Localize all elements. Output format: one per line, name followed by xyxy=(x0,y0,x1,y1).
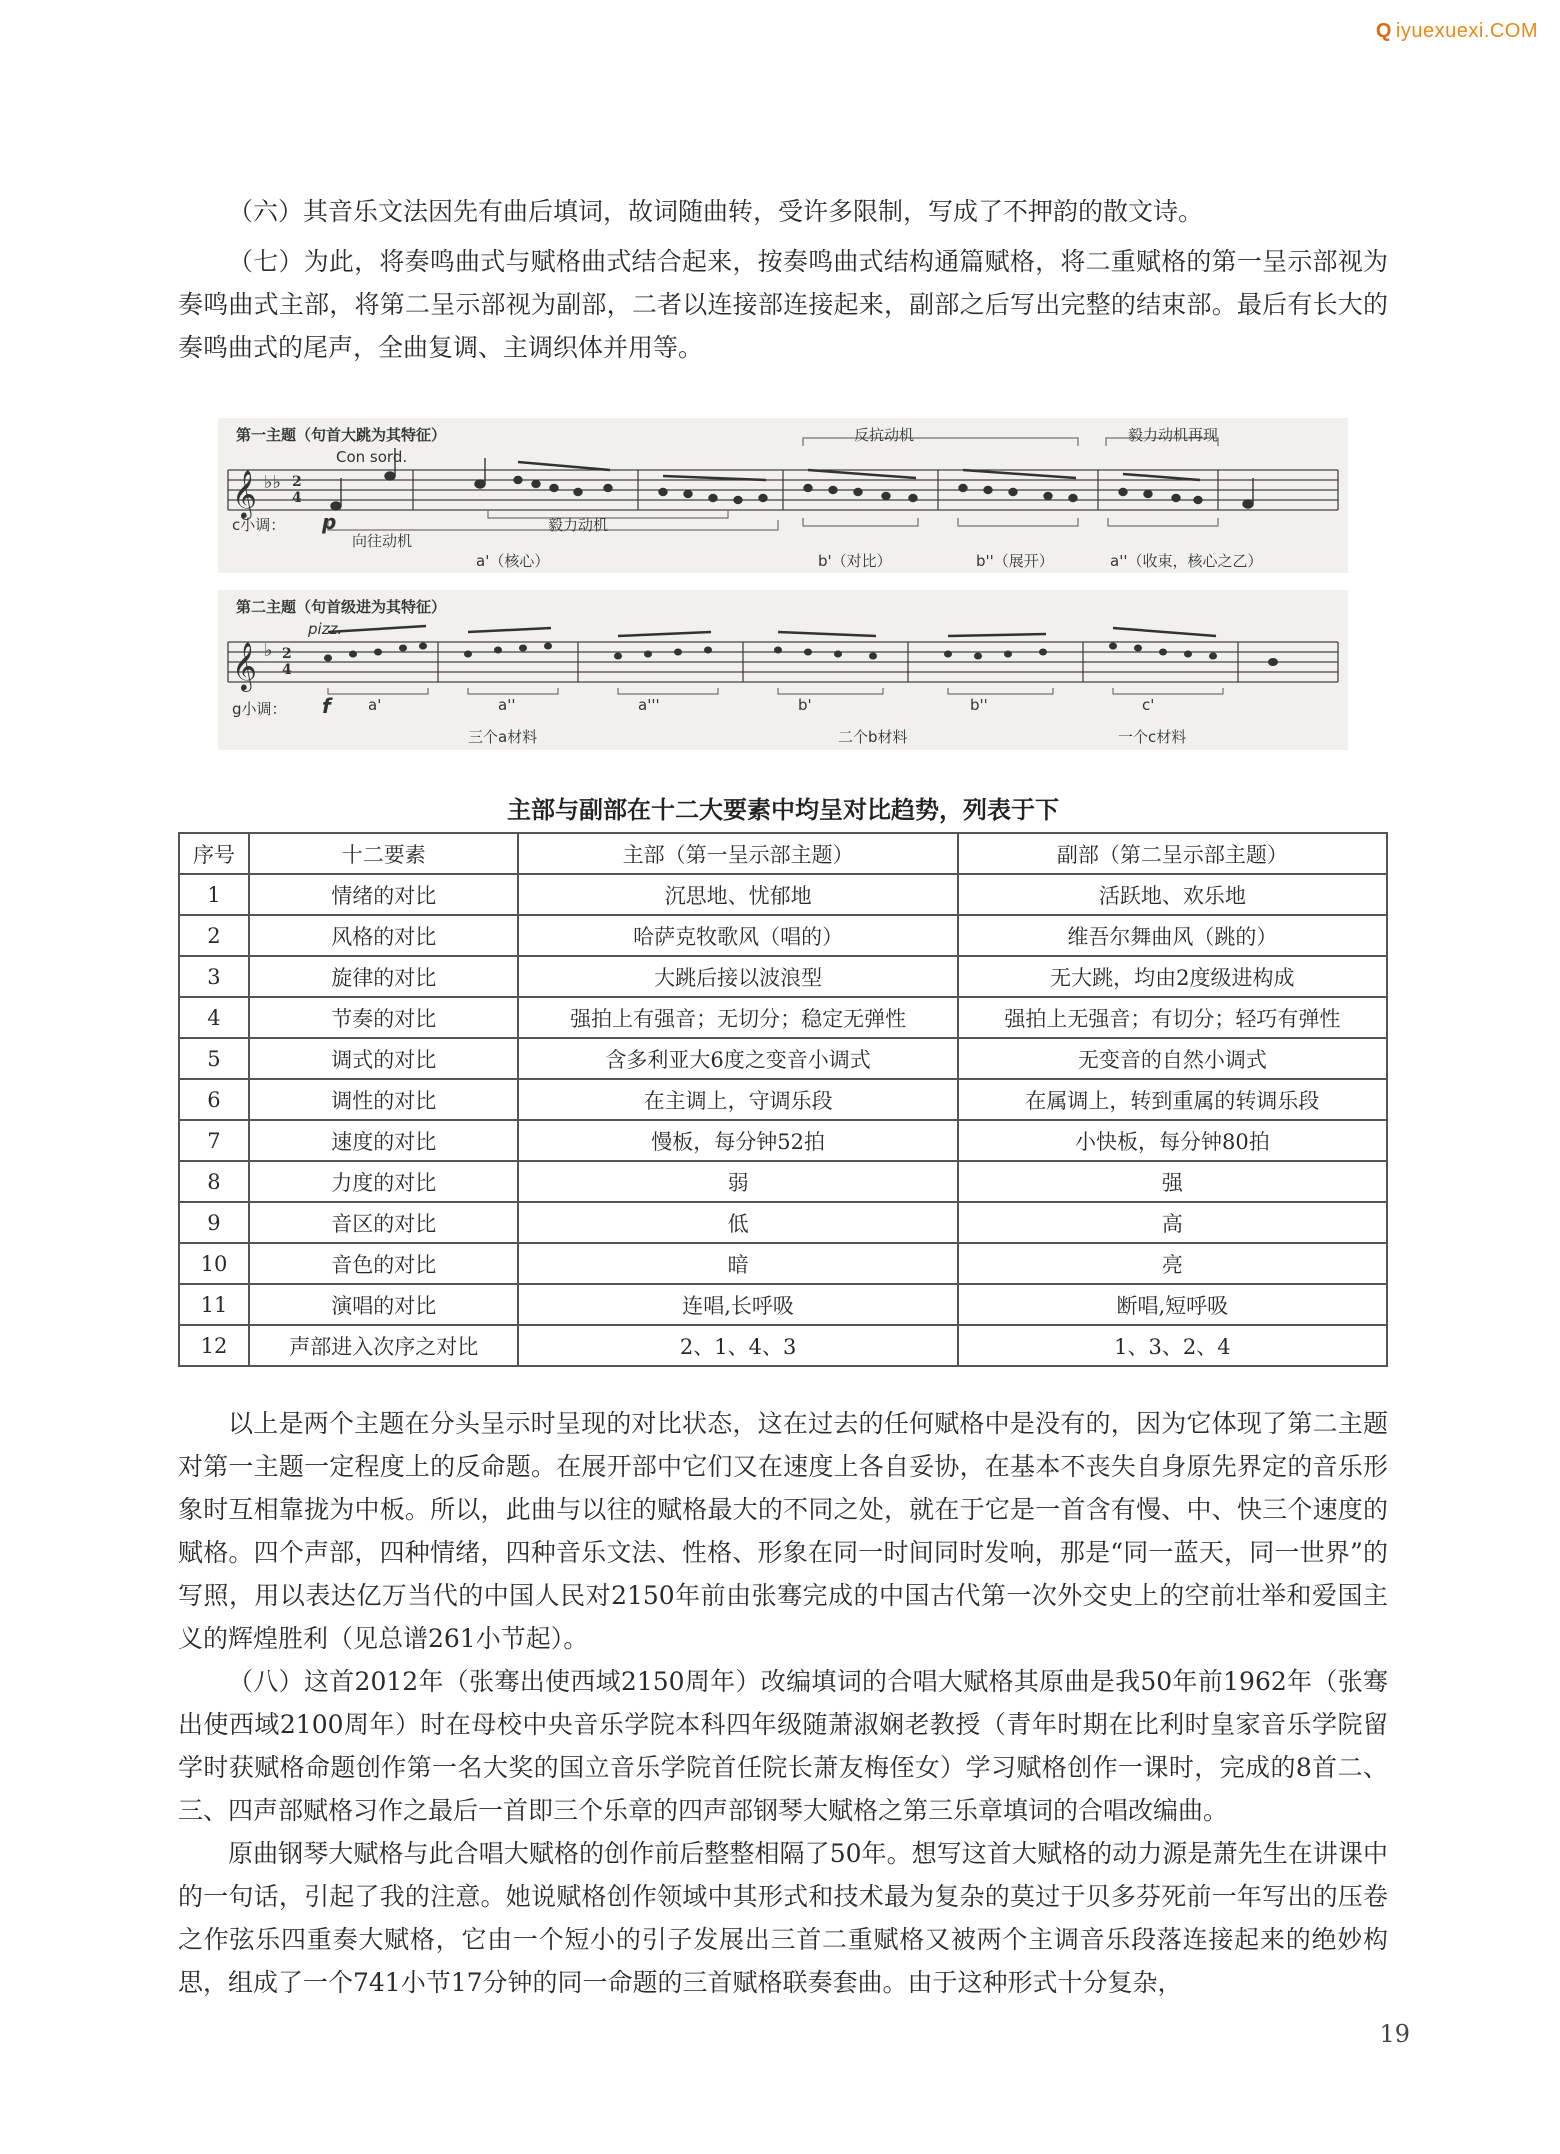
cell-sub: 高 xyxy=(958,1202,1387,1243)
cell-main: 在主调上，守调乐段 xyxy=(518,1079,957,1120)
svg-text:𝄞: 𝄞 xyxy=(232,641,257,690)
table-row xyxy=(179,1243,1387,1284)
score1-label-b1: b'（对比） xyxy=(818,552,892,570)
score1-label-a: a'（核心） xyxy=(476,552,550,570)
cell-index: 5 xyxy=(179,1038,249,1079)
cell-index: 2 xyxy=(179,915,249,956)
cell-main: 暗 xyxy=(518,1243,957,1284)
table-row xyxy=(179,1202,1387,1243)
cell-sub: 无大跳，均由2度级进构成 xyxy=(958,956,1387,997)
score1-motive-left: 向往动机 xyxy=(352,532,413,550)
table-row xyxy=(179,956,1387,997)
score1-key: c小调： xyxy=(232,516,286,534)
svg-text:2: 2 xyxy=(292,474,302,490)
cell-element: 风格的对比 xyxy=(249,915,519,956)
cell-index: 10 xyxy=(179,1243,249,1284)
score1-dynamic: p xyxy=(322,510,337,534)
score2-label-5: b'' xyxy=(970,696,988,714)
score2-group-a: 三个a材料 xyxy=(468,728,538,746)
header-index: 序号 xyxy=(179,833,249,874)
watermark-text: iyuexuexi.COM xyxy=(1395,20,1538,42)
cell-index: 11 xyxy=(179,1284,249,1325)
table-row xyxy=(179,1038,1387,1079)
cell-main: 连唱,长呼吸 xyxy=(518,1284,957,1325)
score1-title: 第一主题（句首大跳为其特征） xyxy=(236,426,447,444)
cell-main: 含多利亚大6度之变音小调式 xyxy=(518,1038,957,1079)
cell-element: 调式的对比 xyxy=(249,1038,519,1079)
score2-label-1: a' xyxy=(368,696,382,714)
score2-group-b: 二个b材料 xyxy=(838,728,908,746)
score-theme-one xyxy=(218,418,1348,573)
cell-main: 2、1、4、3 xyxy=(518,1325,957,1366)
cell-sub: 1、3、2、4 xyxy=(958,1325,1387,1366)
svg-text:4: 4 xyxy=(292,490,302,506)
cell-index: 4 xyxy=(179,997,249,1038)
cell-sub: 小快板，每分钟80拍 xyxy=(958,1120,1387,1161)
cell-index: 1 xyxy=(179,874,249,915)
score1-motive-mid: 毅力动机 xyxy=(548,516,609,534)
cell-element: 声部进入次序之对比 xyxy=(249,1325,519,1366)
score2-label-3: a''' xyxy=(638,696,660,714)
cell-sub: 强 xyxy=(958,1161,1387,1202)
header-sub-theme: 副部（第二呈示部主题） xyxy=(958,833,1387,874)
cell-element: 音色的对比 xyxy=(249,1243,519,1284)
cell-element: 音区的对比 xyxy=(249,1202,519,1243)
score1-label-a2: a''（收束，核心之乙） xyxy=(1110,552,1263,570)
score1-motive-right1: 反抗动机 xyxy=(854,426,915,444)
cell-sub: 强拍上无强音；有切分；轻巧有弹性 xyxy=(958,997,1387,1038)
score2-label-4: b' xyxy=(798,696,812,714)
table-row xyxy=(179,915,1387,956)
table-row xyxy=(179,997,1387,1038)
cell-sub: 断唱,短呼吸 xyxy=(958,1284,1387,1325)
cell-main: 大跳后接以波浪型 xyxy=(518,956,957,997)
cell-main: 慢板，每分钟52拍 xyxy=(518,1120,957,1161)
table-row xyxy=(179,1161,1387,1202)
cell-main: 弱 xyxy=(518,1161,957,1202)
table-row xyxy=(179,1079,1387,1120)
paragraph-eight: （八）这首2012年（张骞出使西域2150周年）改编填词的合唱大赋格其原曲是我50年前1962年（张骞出使西域2100周年）时在母校中央音乐学院本科四年级随萧淑娴老教授（青年时期在比利时皇家音乐学院留学时获赋格命题创作第一名大奖的国立音乐学院首任院长萧友梅侄女）学习赋格创作一课时，完成的8首二、三、四声部赋格习作之最后一首即三个乐章的四声部钢琴大赋格之第三乐章填词的合唱改编曲。 xyxy=(178,1667,1388,1825)
table-header-row xyxy=(179,833,1387,874)
table-row xyxy=(179,1325,1387,1366)
score1-con-sord: Con sord. xyxy=(336,448,408,466)
paragraph-six: （六）其音乐文法因先有曲后填词，故词随曲转，受许多限制，写成了不押韵的散文诗。 xyxy=(228,197,1204,226)
cell-sub: 维吾尔舞曲风（跳的） xyxy=(958,915,1387,956)
score2-group-c: 一个c材料 xyxy=(1118,728,1187,746)
score-theme-two xyxy=(218,590,1348,750)
score1-motive-right2: 毅力动机再现 xyxy=(1128,426,1219,444)
cell-sub: 活跃地、欢乐地 xyxy=(958,874,1387,915)
cell-element: 节奏的对比 xyxy=(249,997,519,1038)
svg-text:2: 2 xyxy=(282,646,292,662)
table-title: 主部与副部在十二大要素中均呈对比趋势，列表于下 xyxy=(507,796,1059,824)
cell-index: 8 xyxy=(179,1161,249,1202)
table-row xyxy=(179,1284,1387,1325)
svg-text:4: 4 xyxy=(282,662,292,678)
table-row xyxy=(179,874,1387,915)
cell-element: 旋律的对比 xyxy=(249,956,519,997)
cell-main: 强拍上有强音；无切分；稳定无弹性 xyxy=(518,997,957,1038)
score2-dynamic: f xyxy=(322,694,331,718)
cell-index: 3 xyxy=(179,956,249,997)
header-element: 十二要素 xyxy=(249,833,519,874)
score2-pizz: pizz. xyxy=(308,620,343,638)
score2-title: 第二主题（句首级进为其特征） xyxy=(236,598,447,616)
site-watermark xyxy=(1376,20,1538,43)
cell-main: 哈萨克牧歌风（唱的） xyxy=(518,915,957,956)
watermark-logo-icon: Q xyxy=(1375,20,1392,42)
cell-element: 力度的对比 xyxy=(249,1161,519,1202)
cell-main: 沉思地、忧郁地 xyxy=(518,874,957,915)
page-number: 19 xyxy=(1379,2020,1410,2048)
comparison-table xyxy=(178,832,1388,1367)
table-row xyxy=(179,1120,1387,1161)
score2-label-2: a'' xyxy=(498,696,516,714)
cell-index: 6 xyxy=(179,1079,249,1120)
paragraph-original: 原曲钢琴大赋格与此合唱大赋格的创作前后整整相隔了50年。想写这首大赋格的动力源是萧先生在讲课中的一句话，引起了我的注意。她说赋格创作领域中其形式和技术最为复杂的莫过于贝多芬死前一年写出的压卷之作弦乐四重奏大赋格，它由一个短小的引子发展出三首二重赋格又被两个主调音乐段落连接起来的绝妙构思，组成了一个741小节17分钟的同一命题的三首赋格联奏套曲。由于这种形式十分复杂， xyxy=(178,1839,1388,1997)
cell-element: 速度的对比 xyxy=(249,1120,519,1161)
cell-element: 情绪的对比 xyxy=(249,874,519,915)
paragraph-summary: 以上是两个主题在分头呈示时呈现的对比状态，这在过去的任何赋格中是没有的，因为它体现了第二主题对第一主题一定程度上的反命题。在展开部中它们又在速度上各自妥协，在基本不丧失自身原先界定的音乐形象时互相靠拢为中板。所以，此曲与以往的赋格最大的不同之处，就在于它是一首含有慢、中、快三个速度的赋格。四个声部，四种情绪，四种音乐文法、性格、形象在同一时间同时发响，那是“同一蓝天，同一世界”的写照，用以表达亿万当代的中国人民对2150年前由张骞完成的中国古代第一次外交史上的空前壮举和爱国主义的辉煌胜利（见总谱261小节起）。 xyxy=(178,1409,1388,1653)
cell-sub: 在属调上，转到重属的转调乐段 xyxy=(958,1079,1387,1120)
cell-index: 12 xyxy=(179,1325,249,1366)
cell-sub: 亮 xyxy=(958,1243,1387,1284)
cell-element: 调性的对比 xyxy=(249,1079,519,1120)
score2-label-6: c' xyxy=(1142,696,1155,714)
cell-sub: 无变音的自然小调式 xyxy=(958,1038,1387,1079)
cell-element: 演唱的对比 xyxy=(249,1284,519,1325)
cell-index: 9 xyxy=(179,1202,249,1243)
score2-key: g小调： xyxy=(232,700,287,718)
svg-text:♭♭: ♭♭ xyxy=(264,472,281,493)
cell-main: 低 xyxy=(518,1202,957,1243)
cell-index: 7 xyxy=(179,1120,249,1161)
score1-label-b2: b''（展开） xyxy=(976,552,1054,570)
header-main-theme: 主部（第一呈示部主题） xyxy=(518,833,957,874)
paragraph-seven: （七）为此，将奏鸣曲式与赋格曲式结合起来，按奏鸣曲式结构通篇赋格，将二重赋格的第一呈示部视为奏鸣曲式主部，将第二呈示部视为副部，二者以连接部连接起来，副部之后写出完整的结束部。最后有长大的奏鸣曲式的尾声，全曲复调、主调织体并用等。 xyxy=(178,247,1388,362)
svg-text:𝄞: 𝄞 xyxy=(232,469,257,518)
svg-text:♭: ♭ xyxy=(264,640,273,661)
